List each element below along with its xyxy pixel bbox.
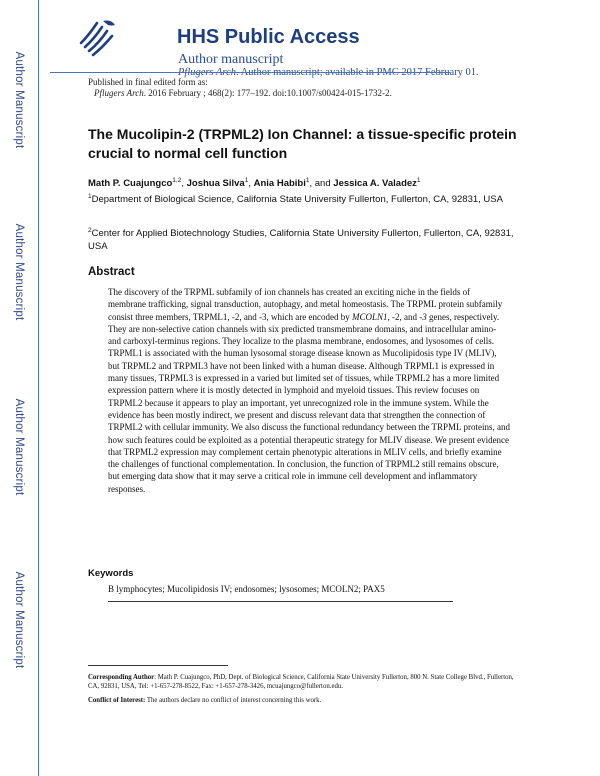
citation-journal: Pflugers Arch <box>94 88 144 98</box>
abstract-text: The discovery of the TRPML subfamily of ion channels has created an exciting niche in the fields of membrane trafficking, signal transduction, autophagy, and metal homeostasis. The TRPML protein subfamily consist three members, TRPML1, -2, and -3, which are encoded by <box>108 287 503 322</box>
author-sep: , and <box>309 178 334 190</box>
author-sep: , <box>248 178 254 190</box>
abstract-text: , -2, and <box>387 311 420 322</box>
author-sup: 1 <box>416 177 421 184</box>
hhs-eagle-logo-icon <box>75 13 123 61</box>
conflict-text: The authors declare no conflict of interest concerning this work. <box>145 697 322 704</box>
publication-citation <box>88 88 392 99</box>
citation-text: . 2016 February ; 468(2): 177–192. doi:10.1007/s00424-015-1732-2. <box>143 88 392 98</box>
hhs-availability-text: . Author manuscript; available in PMC 2017 February 01. <box>236 67 479 78</box>
hhs-header <box>50 10 580 78</box>
author-list <box>88 174 421 190</box>
author-sup: 1,2 <box>172 177 182 184</box>
conflict-label: Conflict of Interest: <box>88 697 146 704</box>
keywords-heading: Keywords <box>88 568 134 579</box>
author-name: Ania Habibi <box>253 178 306 190</box>
abstract-heading: Abstract <box>88 266 135 278</box>
affiliation-sup: 1 <box>88 193 92 200</box>
conflict-of-interest-note <box>88 696 518 705</box>
corresponding-author-note <box>88 673 518 691</box>
affiliation-text: Center for Applied Biotechnology Studies, California State University Fullerton, Fullerton, CA, 92831, USA <box>88 228 514 253</box>
corresponding-label: Corresponding Author <box>88 674 155 681</box>
affiliation-1 <box>88 190 518 206</box>
keywords-list: B lymphocytes; Mucolipidosis IV; endosomes; lysosomes; MCOLN2; PAX5 <box>108 584 385 594</box>
author-name: Jessica A. Valadez <box>333 178 417 190</box>
gene-name: MCOLN1 <box>352 311 388 322</box>
author-name: Joshua Silva <box>186 178 245 190</box>
gene-name: -3 <box>419 311 427 322</box>
author-sup: 1 <box>305 177 310 184</box>
author-sep: , <box>181 178 187 190</box>
publication-label: Published in final edited form as: <box>88 77 208 87</box>
affiliation-text: Department of Biological Science, California State University Fullerton, Fullerton, CA, 92831, USA <box>91 194 503 206</box>
author-name: Math P. Cuajungco <box>88 178 173 190</box>
hhs-title: HHS Public Access <box>177 26 360 48</box>
affiliation-sup: 2 <box>88 227 92 234</box>
corresponding-text: : Math P. Cuajungco, PhD, Dept. of Biological Science, California State University Fullerton, 800 N. State College Blvd., Fullerton, CA, 92831, USA, Tel: +1-657-278-8522, Fax: +1-657-278-3426, mcuajungco@fullerton.edu. <box>88 674 514 690</box>
hhs-journal: Pflugers Arch <box>178 67 237 78</box>
hhs-subtitle: Author manuscript <box>178 52 284 67</box>
abstract-body <box>108 286 510 495</box>
article-title: The Mucolipin-2 (TRPML2) Ion Channel: a tissue-specific protein crucial to normal cell function <box>88 126 517 161</box>
header-rule <box>50 72 450 73</box>
publication-info <box>88 77 392 99</box>
affiliation-2 <box>88 224 518 253</box>
footnote-rule <box>88 665 228 666</box>
abstract-text: genes, respectively. They are non-selective cation channels with six predicted transmembrane domains, and intracellular amino- and carboxyl-terminus regions. They localize to the plasma membrane, endosomes, and lysosomes of cells. TRPML1 is associated with the human lysosomal storage disease known as Mucolipidosis type IV (MLIV), but TRPML2 and TRPML3 have not been linked with a human disease. Although TRPML1 is expressed in many tissues, TRPML3 is expressed in a varied but limited set of tissues, while TRPML2 has a more limited expression pattern where it is mostly detected in lymphoid and myeloid tissues. This review focuses on TRPML2 because it appears to play an important, yet unrecognized role in the immune system. While the evidence has been mostly indirect, we present and discuss relevant data that strengthen the connection of TRPML2 with cellular immunity. We also discuss the functional redundancy between the TRPML proteins, and how such features could be exploited as a potential therapeutic strategy for MLIV disease. We present evidence that TRPML2 expression may complement certain phenotypic alterations in MLIV cells, and briefly examine the challenges of functional complementation. In conclusion, the function of TRPML2 still remains obscure, but emerging data show that it may serve a critical role in immune cell development and inflammatory responses. <box>108 311 510 494</box>
keywords-rule <box>108 601 453 602</box>
author-sup: 1 <box>244 177 249 184</box>
